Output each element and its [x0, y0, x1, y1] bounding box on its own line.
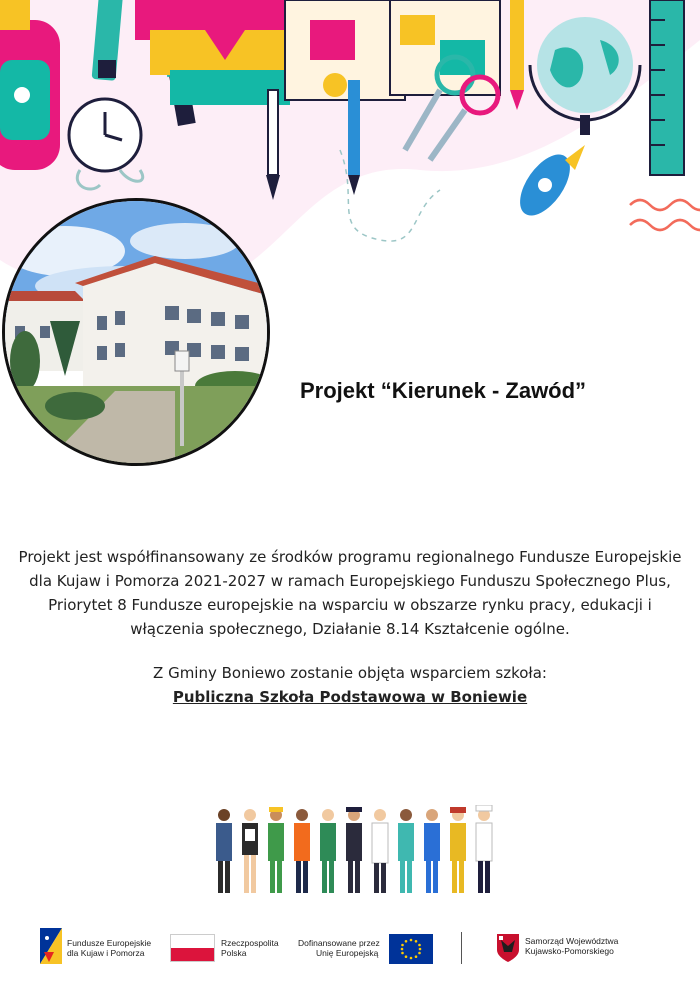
- rp-logo-text: [221, 938, 279, 958]
- description-line: włączenia społecznego, Działanie 8.14 Kształcenie ogólne.: [130, 620, 570, 638]
- project-title: Projekt “Kierunek - Zawód”: [300, 378, 587, 403]
- fe-logo-line: Fundusze Europejskie: [67, 938, 152, 948]
- fe-logo-icon: [40, 928, 62, 964]
- eu-logo-line: Dofinansowane przez: [298, 938, 380, 948]
- eu-logo-text: [298, 938, 380, 958]
- sw-logo-line: Samorząd Województwa: [525, 936, 619, 946]
- eu-flag-icon: [389, 934, 433, 964]
- description-line: dla Kujaw i Pomorza 2021-2027 w ramach Europejskiego Funduszu Społecznego Plus,: [29, 572, 671, 590]
- logo-divider: [461, 932, 462, 964]
- project-description: [0, 545, 700, 641]
- school-name: Publiczna Szkoła Podstawowa w Boniewie: [172, 688, 528, 706]
- rp-logo-line: Rzeczpospolita: [221, 938, 279, 948]
- ruler-icon: [650, 0, 684, 175]
- pen-icon: [348, 80, 360, 195]
- marker-icon: [92, 0, 123, 81]
- professionals-illustration: [212, 805, 497, 897]
- description-line: Priorytet 8 Fundusze europejskie na wsparciu w obszarze rynku pracy, edukacji i: [48, 596, 652, 614]
- worker-figures: [216, 805, 492, 893]
- paintbrush-icon: [266, 90, 280, 200]
- books-icon: [135, 0, 290, 105]
- globe-icon: [530, 17, 640, 135]
- wave-decoration: [630, 200, 700, 230]
- description-line: Projekt jest współfinansowany ze środków programu regionalnego Fundusze Europejskie: [18, 548, 682, 566]
- funding-logos-strip: [0, 922, 700, 972]
- fountain-pen-icon: [510, 0, 524, 110]
- sw-logo-text: [525, 936, 618, 956]
- clock-icon: [69, 99, 143, 189]
- fe-logo-text: [67, 938, 151, 958]
- eu-logo-line: Unię Europejską: [316, 948, 379, 958]
- school-building-photo: [2, 198, 270, 466]
- kujawsko-pomorskie-crest-icon: [497, 934, 519, 962]
- school-intro: Z Gminy Boniewo zostanie objęta wsparciem szkoła:: [153, 664, 547, 682]
- sw-logo-line: Kujawsko-Pomorskiego: [525, 946, 614, 956]
- rp-logo-line: Polska: [221, 948, 247, 958]
- fe-logo-line: dla Kujaw i Pomorza: [67, 948, 145, 958]
- rocket-icon: [510, 145, 585, 224]
- backpack-icon: [0, 0, 60, 170]
- polish-flag-icon: [170, 934, 215, 962]
